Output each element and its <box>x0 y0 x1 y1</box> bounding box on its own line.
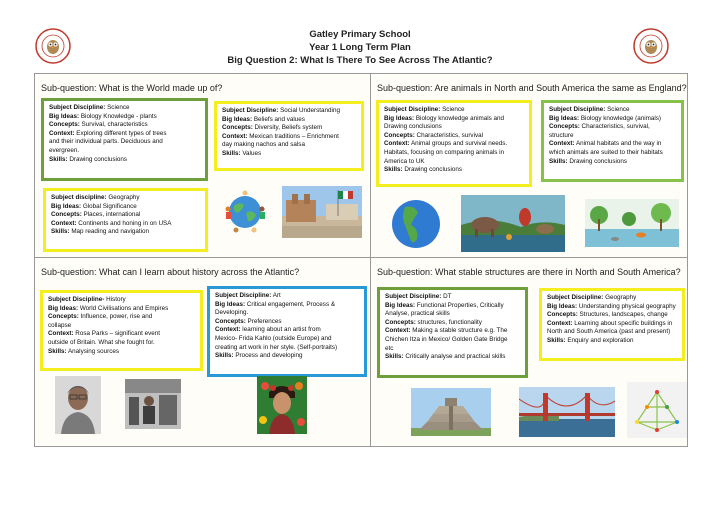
school-name: Gatley Primary School <box>309 29 411 40</box>
geography-box: Subject discipline: Geography Big Ideas: Global Significance Concepts: Places, international Context: Continents and honing in on USA Skills: Map reading and navigation <box>43 188 208 252</box>
chichen-itza-image <box>411 388 491 436</box>
sub-question-title: Sub-question: Are animals in North and South America the same as England? <box>377 83 687 93</box>
golden-gate-bridge-image <box>519 387 615 437</box>
habitat-image <box>585 199 679 247</box>
history-box: Subject Discipline- History Big Ideas: World Civilisations and Empires Concepts: Influence, power, rise and collapse Context: Rosa Parks – significant event outside of Britain. What she fought for. Skills: Analysing sources <box>40 290 203 371</box>
americas-globe-image <box>391 199 441 249</box>
big-question: Big Question 2: What Is There To See Across The Atlantic? <box>227 55 493 66</box>
quadrant-animals <box>371 74 687 258</box>
mexico-city-image <box>282 186 362 238</box>
science-box: Subject Discipline: Science Big Ideas: Biology Knowledge - plants Concepts: Survival, characteristics Context: Exploring different types of trees and their individual parts. Deciduous and evergreen. Skills: Drawing conclusions <box>41 98 208 181</box>
quadrant-structures <box>371 258 687 446</box>
page-header <box>0 0 720 72</box>
rosa-parks-portrait-image <box>55 376 101 434</box>
plan-title: Year 1 Long Term Plan <box>309 42 411 53</box>
quadrant-world <box>35 74 371 258</box>
plan-grid <box>34 73 688 447</box>
social-understanding-box: Subject Discipline: Social Understanding Big Ideas: Beliefs and values Concepts: Diversity, Beliefs system Context: Mexican traditions – Enrichment day making nachos and salsa Skills: Values <box>214 101 364 171</box>
dt-box: Subject Discipline: DT Big Ideas: Functional Properties, Critically Analyse, practical skills Concepts: structures, functionality Context: Making a stable structure e.g. The Chichen Itza in Mexico/ Golden Gate Bridge etc Skills: Critically analyse and practical skills <box>377 287 528 378</box>
sub-question-title: Sub-question: What stable structures are there in North and South America? <box>377 267 681 277</box>
sub-question-title: Sub-question: What is the World made up of? <box>41 83 223 93</box>
geography-box: Subject Discipline: Geography Big Ideas: Understanding physical geography Concepts: Structures, landscapes, change Context: Learning about specific buildings in North and South America (past and present) Skills: Enquiry and exploration <box>539 288 685 361</box>
science-box-1: Subject Discipline: Science Big Ideas: Biology knowledge animals and Drawing conclusions Concepts: Characteristics, survival Context: Animal groups and survival needs. Habitats, focusing on comparing animals in America to UK Skills: Drawing conclusions <box>376 100 532 187</box>
school-logo-right <box>633 28 669 64</box>
quadrant-history <box>35 258 371 446</box>
american-animals-image <box>461 195 565 252</box>
science-box-2: Subject Discipline: Science Big Ideas: Biology knowledge (animals) Concepts: Characteristics, survival, structure Context: Animal habitats and the way in which animals are suited to their habitats Skills: Drawing conclusions <box>541 100 684 182</box>
rosa-parks-bus-image <box>125 379 181 429</box>
straw-structure-image <box>627 382 687 438</box>
frida-kahlo-portrait-image <box>257 376 307 434</box>
globe-people-image <box>222 189 268 235</box>
art-box: Subject Discipline: Art Big Ideas: Critical engagement, Process & Developing. Concepts: Preferences Context: learning about an artist from Mexico- Frida Kahlo (outside Europe) and creating art work in her style. (Self-portraits) Skills: Process and developing <box>207 286 367 377</box>
sub-question-title: Sub-question: What can I learn about history across the Atlantic? <box>41 267 300 277</box>
